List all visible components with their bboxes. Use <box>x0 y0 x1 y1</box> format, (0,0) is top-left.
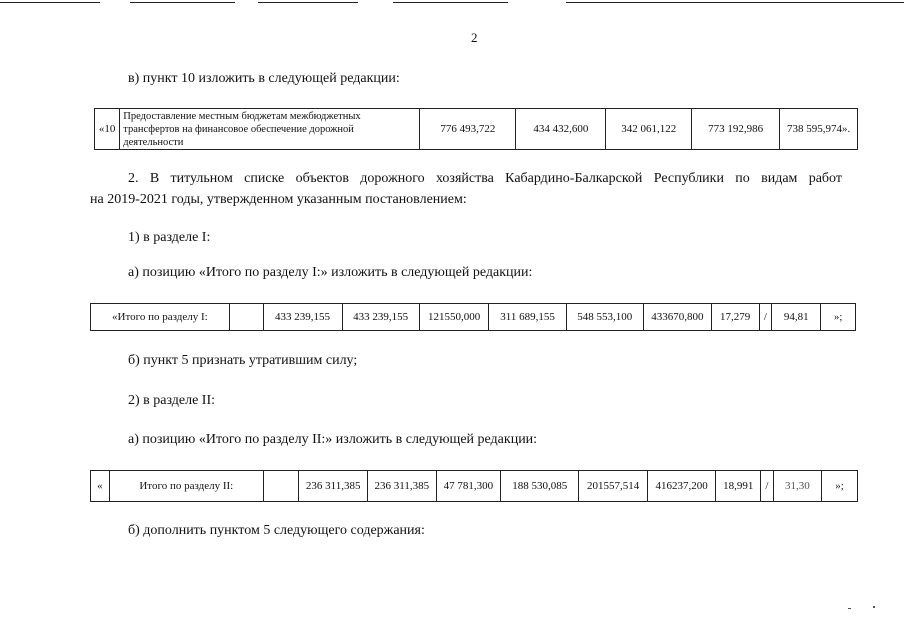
table-cell: 201557,514 <box>579 471 648 502</box>
table-cell: 47 781,300 <box>436 471 501 502</box>
table-row <box>91 304 856 331</box>
table-cell: 434 432,600 <box>516 109 606 150</box>
top-rule <box>258 2 358 3</box>
table-cell <box>229 304 263 331</box>
table-row <box>95 109 858 150</box>
scan-speck <box>873 606 875 608</box>
table-cell: 776 493,722 <box>420 109 516 150</box>
table-cell: 236 311,385 <box>299 471 368 502</box>
item-2a: а) позицию «Итого по разделу II:» изложить в следующей редакции: <box>128 432 538 447</box>
table-cell: « <box>91 471 110 502</box>
table-total-section-2 <box>90 470 858 502</box>
table-cell: 433 239,155 <box>342 304 419 331</box>
item-2b: б) дополнить пунктом 5 следующего содержания: <box>128 523 425 538</box>
table-cell: Предоставление местным бюджетам межбюджетных трансфертов на финансовое обеспечение дорожной деятельности <box>120 109 420 150</box>
table-cell: 342 061,122 <box>606 109 692 150</box>
top-rule <box>393 2 508 3</box>
table-cell: »; <box>821 304 856 331</box>
table-cell: 17,279 <box>711 304 759 331</box>
table-cell: «Итого по разделу I: <box>91 304 230 331</box>
paragraph-v: в) пункт 10 изложить в следующей редакции: <box>128 71 400 86</box>
paragraph-line: 2. В титульном списке объектов дорожного хозяйства Кабардино-Балкарской Республики по видам работ <box>128 171 842 186</box>
paragraph-2 <box>90 168 842 210</box>
table-cell: 433670,800 <box>643 304 711 331</box>
top-rule <box>130 2 235 3</box>
table-cell: / <box>761 471 774 502</box>
table-cell: 311 689,155 <box>489 304 566 331</box>
paragraph-line: на 2019-2021 годы, утвержденном указанным постановлением: <box>90 192 467 207</box>
table-total-section-1 <box>90 303 856 331</box>
table-cell: 236 311,385 <box>368 471 437 502</box>
table-cell: 121550,000 <box>419 304 489 331</box>
item-1a: а) позицию «Итого по разделу I:» изложить в следующей редакции: <box>128 265 533 280</box>
top-rule <box>566 2 904 3</box>
table-cell: 18,991 <box>716 471 761 502</box>
table-cell: 94,81 <box>772 304 821 331</box>
table-cell: 738 595,974». <box>780 109 858 150</box>
table-cell: 548 553,100 <box>566 304 643 331</box>
table-cell: 433 239,155 <box>263 304 342 331</box>
page-number: 2 <box>471 30 478 45</box>
item-1: 1) в разделе I: <box>128 230 211 245</box>
table-row <box>91 471 858 502</box>
table-cell <box>263 471 299 502</box>
item-2: 2) в разделе II: <box>128 393 216 408</box>
item-1b: б) пункт 5 признать утратившим силу; <box>128 353 358 368</box>
table-cell: 773 192,986 <box>692 109 780 150</box>
table-item-10 <box>94 108 858 150</box>
table-cell: 416237,200 <box>647 471 716 502</box>
table-cell: 31,30 <box>773 471 821 502</box>
table-cell: 188 530,085 <box>501 471 579 502</box>
top-rule <box>0 2 100 3</box>
table-cell: »; <box>822 471 858 502</box>
table-cell: / <box>759 304 772 331</box>
scan-speck <box>848 608 851 609</box>
table-cell: Итого по разделу II: <box>109 471 263 502</box>
table-cell: «10 <box>95 109 120 150</box>
